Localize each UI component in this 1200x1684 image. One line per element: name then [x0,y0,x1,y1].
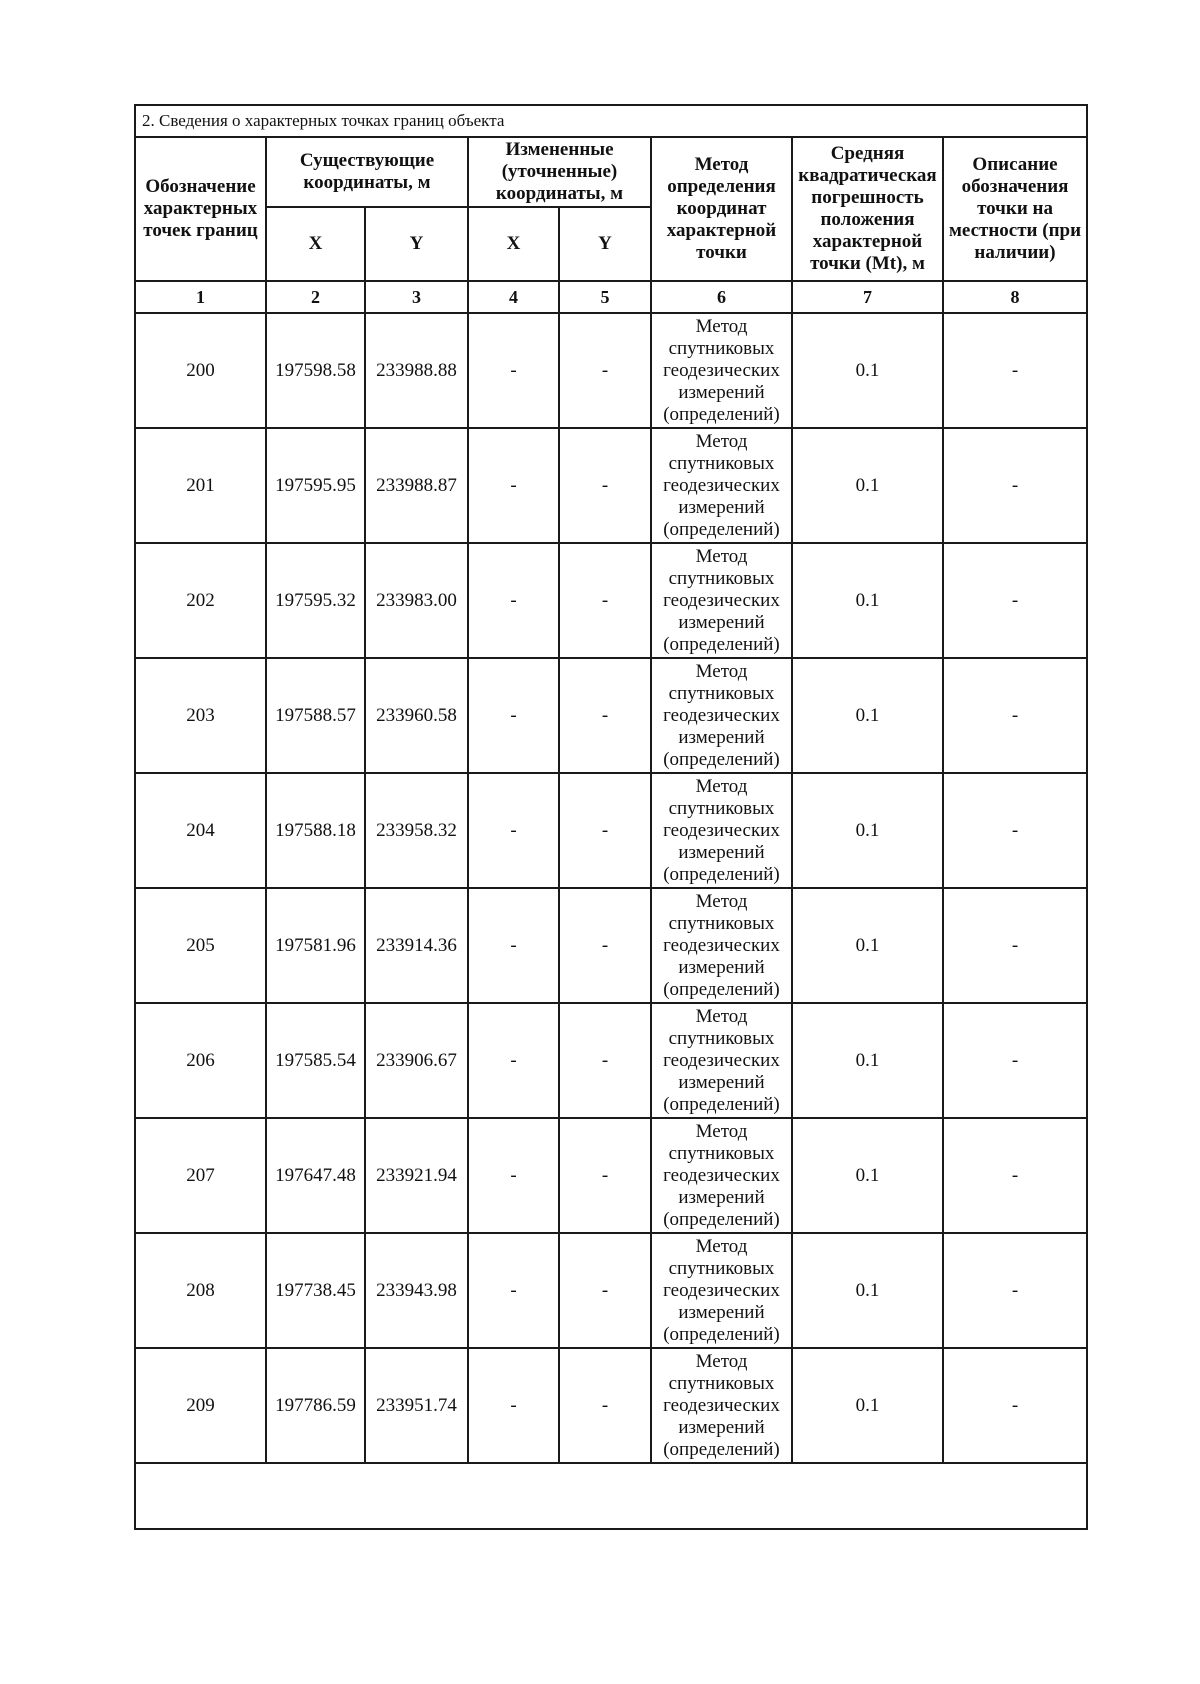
cell-existing-y: 233914.36 [365,888,468,1003]
cell-method: Метод спутниковых геодезических измерений (определений) [651,888,792,1003]
cell-existing-y: 233906.67 [365,1003,468,1118]
cell-existing-x: 197738.45 [266,1233,365,1348]
cell-point-number: 206 [135,1003,266,1118]
cell-changed-y: - [559,658,651,773]
cell-existing-x: 197595.95 [266,428,365,543]
cell-changed-x: - [468,1003,559,1118]
table-row [135,773,1087,888]
column-number: 3 [365,281,468,313]
cell-existing-x: 197581.96 [266,888,365,1003]
cell-changed-x: - [468,1118,559,1233]
cell-changed-y: - [559,1348,651,1463]
column-number: 7 [792,281,943,313]
cell-mean-error: 0.1 [792,658,943,773]
header-changed-y: Y [559,207,651,281]
cell-mean-error: 0.1 [792,773,943,888]
cell-changed-x: - [468,543,559,658]
cell-description: - [943,428,1087,543]
cell-changed-x: - [468,428,559,543]
cell-existing-y: 233958.32 [365,773,468,888]
header-changed-coords: Измененные (уточненные) координаты, м [468,137,651,207]
cell-point-number: 203 [135,658,266,773]
column-number-row [135,281,1087,313]
cell-changed-y: - [559,313,651,428]
section-title: 2. Сведения о характерных точках границ объекта [135,105,1087,137]
table-row [135,658,1087,773]
cell-method: Метод спутниковых геодезических измерений (определений) [651,1003,792,1118]
cell-description: - [943,773,1087,888]
cell-method: Метод спутниковых геодезических измерений (определений) [651,658,792,773]
cell-mean-error: 0.1 [792,543,943,658]
cell-changed-y: - [559,888,651,1003]
header-existing-coords: Существующие координаты, м [266,137,468,207]
cell-method: Метод спутниковых геодезических измерений (определений) [651,543,792,658]
header-method: Метод определения координат характерной точки [651,137,792,281]
cell-existing-y: 233983.00 [365,543,468,658]
cell-description: - [943,1118,1087,1233]
cell-mean-error: 0.1 [792,888,943,1003]
boundary-points-table [134,104,1088,1530]
cell-description: - [943,543,1087,658]
cell-existing-x: 197598.58 [266,313,365,428]
cell-mean-error: 0.1 [792,1348,943,1463]
column-number: 5 [559,281,651,313]
column-number: 4 [468,281,559,313]
cell-description: - [943,1003,1087,1118]
header-existing-y: Y [365,207,468,281]
table-row [135,543,1087,658]
cell-method: Метод спутниковых геодезических измерений (определений) [651,313,792,428]
cell-existing-x: 197588.57 [266,658,365,773]
table-row [135,428,1087,543]
cell-existing-y: 233943.98 [365,1233,468,1348]
cell-existing-y: 233921.94 [365,1118,468,1233]
cell-existing-x: 197585.54 [266,1003,365,1118]
cell-point-number: 204 [135,773,266,888]
table-footer-row [135,1463,1087,1529]
table-row [135,888,1087,1003]
cell-changed-y: - [559,1233,651,1348]
cell-description: - [943,888,1087,1003]
header-description: Описание обозначения точки на местности (при наличии) [943,137,1087,281]
cell-existing-y: 233951.74 [365,1348,468,1463]
cell-point-number: 200 [135,313,266,428]
cell-changed-x: - [468,888,559,1003]
cell-point-number: 201 [135,428,266,543]
cell-changed-y: - [559,1118,651,1233]
cell-existing-y: 233988.88 [365,313,468,428]
cell-changed-x: - [468,773,559,888]
table-row [135,1003,1087,1118]
table-row [135,313,1087,428]
cell-existing-y: 233960.58 [365,658,468,773]
header-changed-x: X [468,207,559,281]
cell-point-number: 202 [135,543,266,658]
cell-changed-y: - [559,773,651,888]
cell-changed-y: - [559,428,651,543]
cell-point-number: 207 [135,1118,266,1233]
cell-changed-y: - [559,1003,651,1118]
header-point-designation: Обозначение характерных точек границ [135,137,266,281]
cell-changed-y: - [559,543,651,658]
column-number: 2 [266,281,365,313]
cell-changed-x: - [468,1348,559,1463]
cell-mean-error: 0.1 [792,313,943,428]
cell-existing-y: 233988.87 [365,428,468,543]
cell-point-number: 205 [135,888,266,1003]
cell-method: Метод спутниковых геодезических измерений (определений) [651,428,792,543]
cell-method: Метод спутниковых геодезических измерений (определений) [651,1348,792,1463]
table-row [135,1348,1087,1463]
cell-existing-x: 197595.32 [266,543,365,658]
column-number: 6 [651,281,792,313]
cell-mean-error: 0.1 [792,1003,943,1118]
cell-mean-error: 0.1 [792,428,943,543]
cell-changed-x: - [468,1233,559,1348]
cell-description: - [943,658,1087,773]
header-existing-x: X [266,207,365,281]
column-number: 8 [943,281,1087,313]
cell-mean-error: 0.1 [792,1233,943,1348]
header-error: Средняя квадратическая погрешность положения характерной точки (Mt), м [792,137,943,281]
cell-method: Метод спутниковых геодезических измерений (определений) [651,1233,792,1348]
cell-method: Метод спутниковых геодезических измерений (определений) [651,1118,792,1233]
cell-point-number: 209 [135,1348,266,1463]
cell-existing-x: 197588.18 [266,773,365,888]
cell-description: - [943,313,1087,428]
cell-point-number: 208 [135,1233,266,1348]
table-row [135,1233,1087,1348]
empty-footer-cell [135,1463,1087,1529]
cell-description: - [943,1233,1087,1348]
column-number: 1 [135,281,266,313]
cell-mean-error: 0.1 [792,1118,943,1233]
cell-existing-x: 197647.48 [266,1118,365,1233]
table-row [135,1118,1087,1233]
cell-description: - [943,1348,1087,1463]
cell-changed-x: - [468,313,559,428]
cell-changed-x: - [468,658,559,773]
cell-existing-x: 197786.59 [266,1348,365,1463]
cell-method: Метод спутниковых геодезических измерений (определений) [651,773,792,888]
